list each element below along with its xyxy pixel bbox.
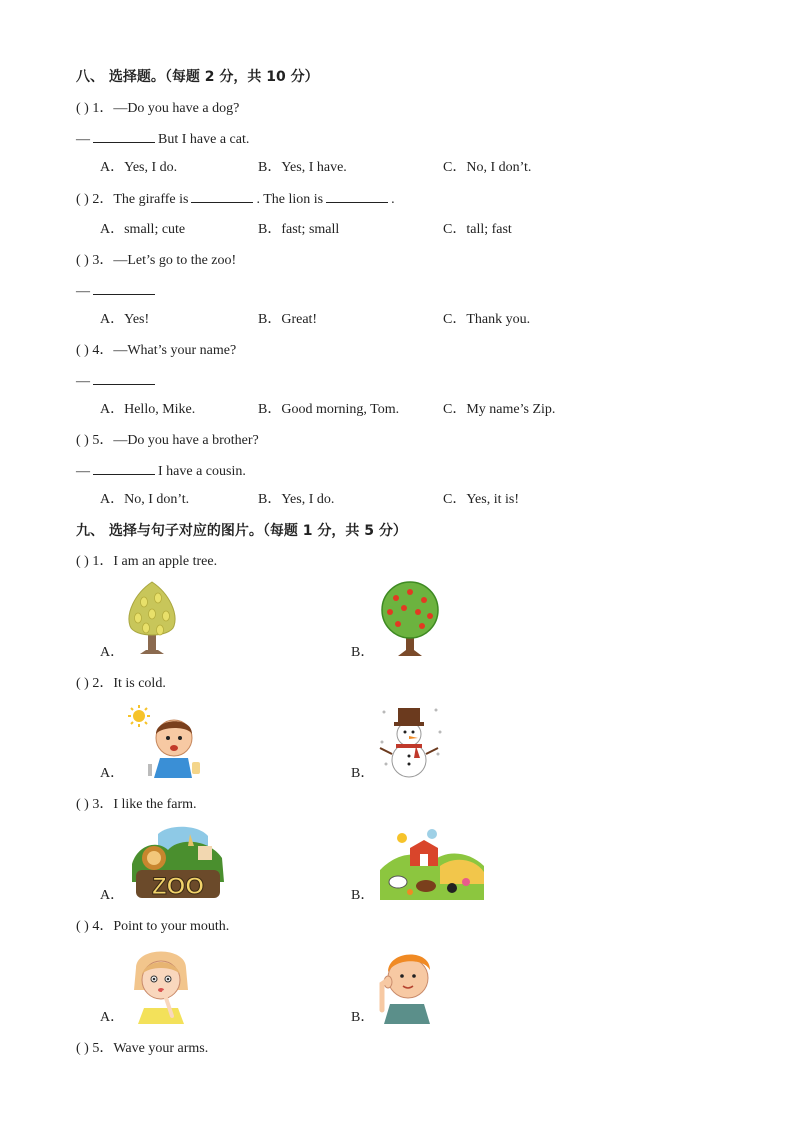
q3-option-c[interactable]: C．Thank you. — [443, 312, 531, 327]
q1-option-a[interactable]: A．Yes, I do. — [100, 160, 178, 175]
answer-blank[interactable] — [93, 281, 155, 295]
answer-blank[interactable] — [93, 129, 155, 143]
q1-option-b[interactable]: B．Yes, I have. — [258, 160, 347, 175]
option-b-label: B． — [351, 888, 375, 903]
q5-option-b[interactable]: B．Yes, I do. — [258, 492, 335, 507]
section-8-title: 八、 选择题。（每题 2 分，共 10 分） — [76, 69, 319, 85]
farm-scene-icon[interactable] — [380, 826, 484, 900]
answer-blank[interactable] — [93, 371, 155, 385]
option-b-label: B． — [351, 766, 375, 781]
option-b-label: B． — [351, 1010, 375, 1025]
q3-option-b[interactable]: B．Great! — [258, 312, 318, 327]
section-9-title: 九、 选择与句子对应的图片。（每题 1 分，共 5 分） — [76, 523, 407, 539]
q4-option-c[interactable]: C．My name’s Zip. — [443, 402, 556, 417]
q4-option-a[interactable]: A．Hello, Mike. — [100, 402, 196, 417]
question-3-stem: ( ) 3．—Let’s go to the zoo! — [76, 253, 237, 268]
q4-option-b[interactable]: B．Good morning, Tom. — [258, 402, 400, 417]
picture-question-4: ( ) 4．Point to your mouth. — [76, 919, 230, 934]
q3-option-a[interactable]: A．Yes! — [100, 312, 150, 327]
option-a-label: A． — [100, 1010, 125, 1025]
question-1-stem: ( ) 1．—Do you have a dog? — [76, 101, 240, 116]
question-4-stem: ( ) 4．—What’s your name? — [76, 343, 237, 358]
question-3-answer-line: — — [76, 281, 158, 302]
question-2-stem: ( ) 2．The giraffe is . The lion is . — [76, 189, 395, 210]
zoo-sign-text: ZOO — [152, 873, 204, 900]
question-5-stem: ( ) 5．—Do you have a brother? — [76, 433, 259, 448]
q2-option-b[interactable]: B．fast; small — [258, 222, 340, 237]
question-1-answer-line: — But I have a cat. — [76, 129, 249, 150]
option-b-label: B． — [351, 645, 375, 660]
answer-blank[interactable] — [191, 189, 253, 203]
q1-option-c[interactable]: C．No, I don’t. — [443, 160, 532, 175]
boy-pointing-ear-icon[interactable] — [376, 944, 438, 1024]
picture-question-5: ( ) 5．Wave your arms. — [76, 1041, 209, 1056]
q2-option-c[interactable]: C．tall; fast — [443, 222, 512, 237]
zoo-sign-icon[interactable] — [128, 824, 228, 900]
apple-tree-icon[interactable] — [376, 580, 444, 658]
hot-boy-icon[interactable] — [128, 704, 206, 780]
option-a-label: A． — [100, 766, 125, 781]
option-a-label: A． — [100, 888, 125, 903]
question-5-answer-line: — I have a cousin. — [76, 461, 246, 482]
pear-tree-icon[interactable] — [124, 580, 180, 656]
q5-option-a[interactable]: A．No, I don’t. — [100, 492, 190, 507]
q2-option-a[interactable]: A．small; cute — [100, 222, 186, 237]
question-4-answer-line: — — [76, 371, 158, 392]
option-a-label: A． — [100, 645, 125, 660]
snowman-icon[interactable] — [378, 702, 444, 782]
picture-question-1: ( ) 1．I am an apple tree. — [76, 554, 218, 569]
picture-question-3: ( ) 3．I like the farm. — [76, 797, 197, 812]
answer-blank[interactable] — [326, 189, 388, 203]
girl-pointing-mouth-icon[interactable] — [128, 946, 194, 1024]
q5-option-c[interactable]: C．Yes, it is! — [443, 492, 519, 507]
answer-blank[interactable] — [93, 461, 155, 475]
picture-question-2: ( ) 2．It is cold. — [76, 676, 166, 691]
